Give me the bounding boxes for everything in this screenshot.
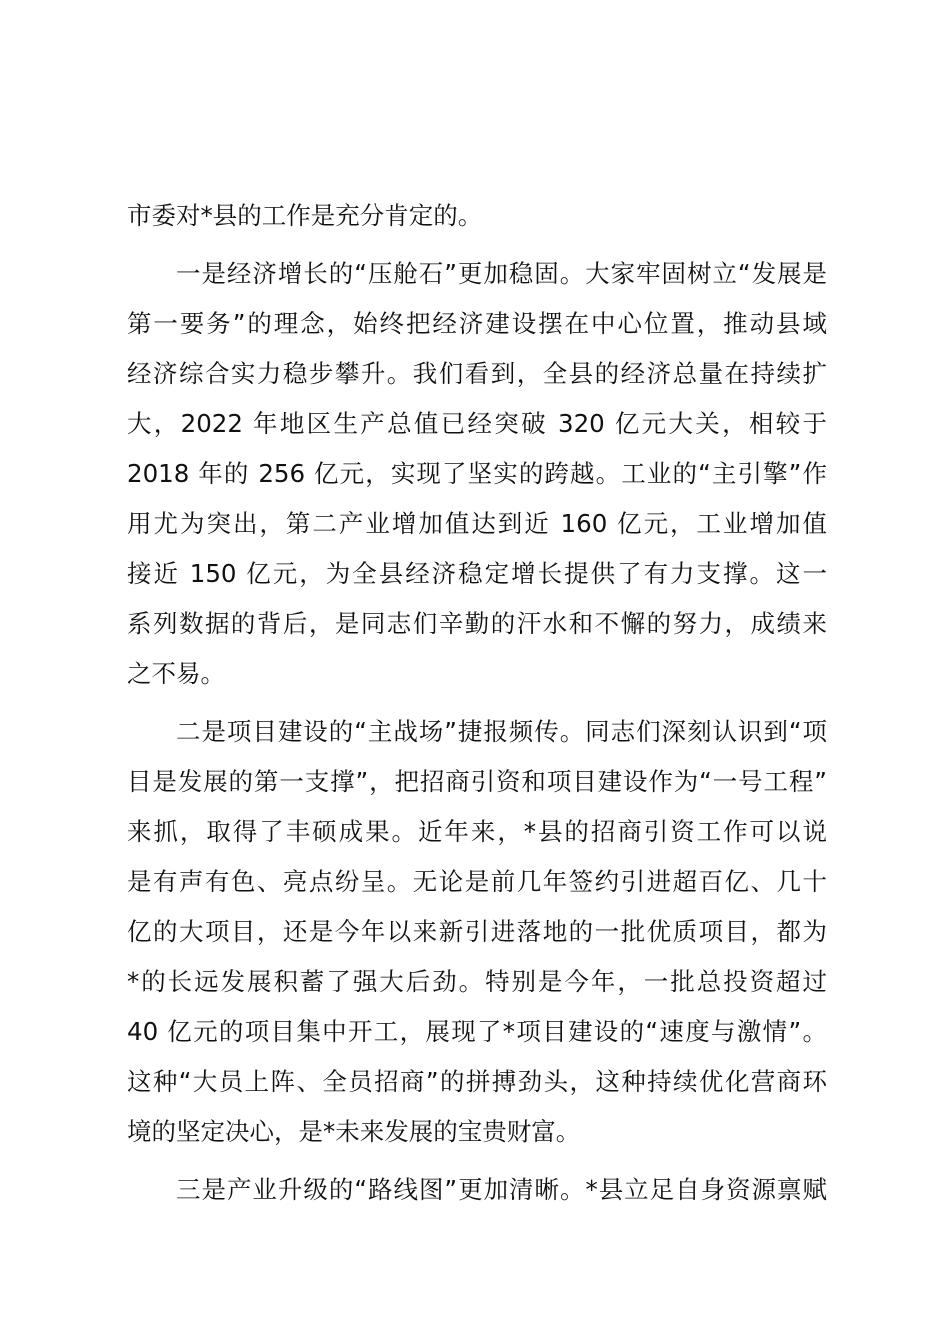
text-line: *的长远发展积蓄了强大后劲。特别是今年，一批总投资超过 <box>127 967 827 996</box>
text-line: 之不易。 <box>127 659 225 688</box>
text-line: 大，2022 年地区生产总值已经突破 320 亿元大关，相较于 <box>127 409 827 438</box>
paragraph-3 <box>127 707 827 1157</box>
text-line: 一是经济增长的“压舱石”更加稳固。大家牢固树立“发展是 <box>176 259 827 288</box>
text-line: 市委对*县的工作是充分肯定的。 <box>127 201 483 230</box>
text-line: 二是项目建设的“主战场”捷报频传。同志们深刻认识到“项 <box>176 717 827 746</box>
text-line: 境的坚定决心，是*未来发展的宝贵财富。 <box>127 1117 581 1146</box>
text-line: 系列数据的背后，是同志们辛勤的汗水和不懈的努力，成绩来 <box>127 609 827 638</box>
text-line: 来抓，取得了丰硕成果。近年来，*县的招商引资工作可以说 <box>127 817 827 846</box>
text-line: 亿的大项目，还是今年以来新引进落地的一批优质项目，都为 <box>127 917 827 946</box>
text-line: 这种“大员上阵、全员招商”的拼搏劲头，这种持续优化营商环 <box>127 1067 827 1096</box>
text-line: 40 亿元的项目集中开工，展现了*项目建设的“速度与激情”。 <box>127 1017 827 1046</box>
paragraph-gap <box>127 241 827 249</box>
paragraph-4 <box>127 1165 827 1215</box>
text-line: 三是产业升级的“路线图”更加清晰。*县立足自身资源禀赋 <box>176 1175 827 1204</box>
text-line: 用尤为突出，第二产业增加值达到近 160 亿元，工业增加值 <box>127 509 827 538</box>
text-line: 接近 150 亿元，为全县经济稳定增长提供了有力支撑。这一 <box>127 559 827 588</box>
paragraph-2 <box>127 249 827 699</box>
text-line: 目是发展的第一支撑”，把招商引资和项目建设作为“一号工程” <box>127 767 827 796</box>
text-line: 经济综合实力稳步攀升。我们看到，全县的经济总量在持续扩 <box>127 359 827 388</box>
text-line: 2018 年的 256 亿元，实现了坚实的跨越。工业的“主引擎”作 <box>127 459 827 488</box>
paragraph-1 <box>127 191 827 241</box>
text-line: 第一要务”的理念，始终把经济建设摆在中心位置，推动县域 <box>127 309 827 338</box>
text-line: 是有声有色、亮点纷呈。无论是前几年签约引进超百亿、几十 <box>127 867 827 896</box>
paragraph-gap <box>127 699 827 707</box>
document-body <box>127 191 827 1215</box>
paragraph-gap <box>127 1157 827 1165</box>
